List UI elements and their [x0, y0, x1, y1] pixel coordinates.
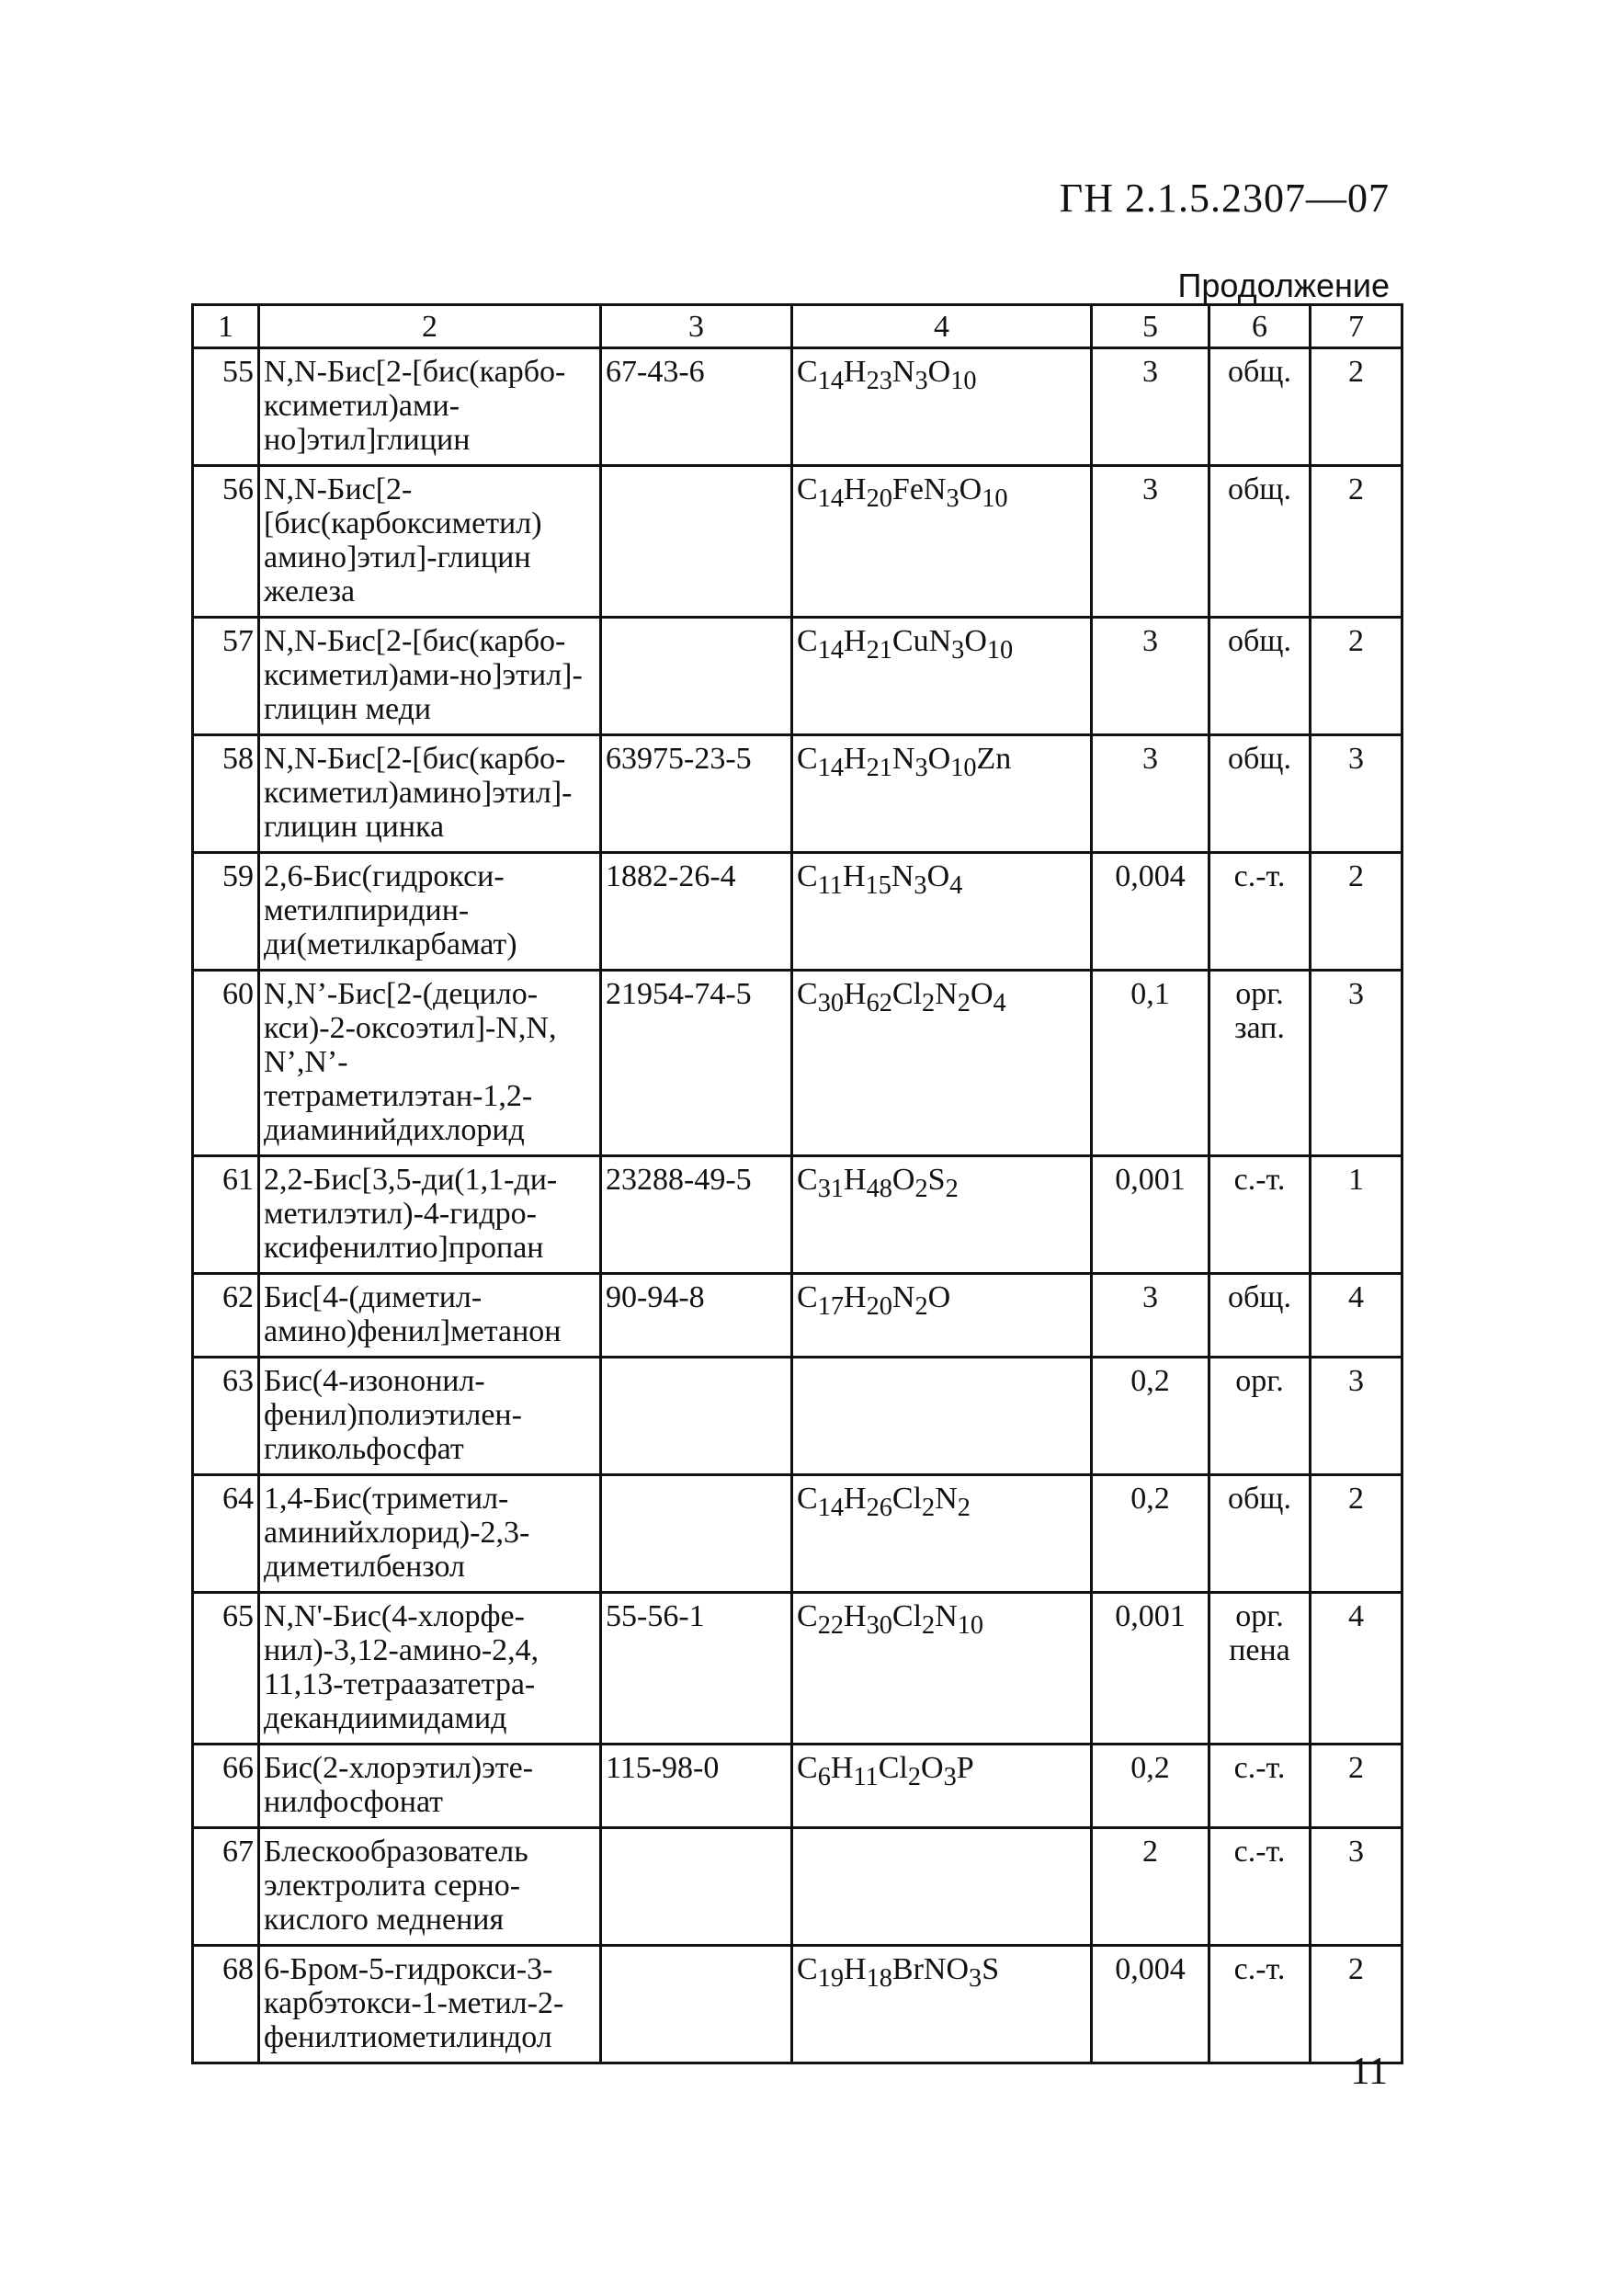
- column-header: 1: [193, 305, 259, 348]
- hazard-class-cell: 3: [1311, 735, 1402, 853]
- value-cell: 3: [1092, 1274, 1209, 1358]
- formula-cell: $C_{30}H_{62}Cl_2N_2O_4$: [792, 971, 1092, 1156]
- formula-cell: $C_{11}H_{15}N_3O_4$: [792, 853, 1092, 971]
- value-cell: 0,1: [1092, 971, 1209, 1156]
- cas-number-cell: [601, 1475, 792, 1593]
- substance-name-cell: N,N-Бис[2-[бис(карбоксиметил) амино]этил]-глицин железа: [259, 466, 601, 618]
- row-number-cell: 58: [193, 735, 259, 853]
- row-number-cell: 66: [193, 1745, 259, 1828]
- table-row: [193, 1274, 1402, 1358]
- hazard-class-cell: 4: [1311, 1274, 1402, 1358]
- column-header: 6: [1209, 305, 1311, 348]
- formula-cell: $C_{14}H_{23}N_3O_{10}$: [792, 348, 1092, 466]
- value-cell: 0,001: [1092, 1156, 1209, 1274]
- hazard-class-cell: 2: [1311, 348, 1402, 466]
- value-cell: 0,004: [1092, 853, 1209, 971]
- row-number-cell: 65: [193, 1593, 259, 1745]
- hazard-class-cell: 3: [1311, 971, 1402, 1156]
- substance-name-cell: 6-Бром-5-гидрокси-3-карбэтокси-1-метил-2-фенилтиометилиндол: [259, 1946, 601, 2063]
- continuation-label: Продолжение: [1177, 267, 1390, 304]
- value-cell: 0,2: [1092, 1745, 1209, 1828]
- row-number-cell: 68: [193, 1946, 259, 2063]
- substances-table: [191, 303, 1403, 2064]
- hazard-sign-cell: общ.: [1209, 466, 1311, 618]
- row-number-cell: 59: [193, 853, 259, 971]
- cas-number-cell: 21954-74-5: [601, 971, 792, 1156]
- hazard-sign-cell: с.-т.: [1209, 1946, 1311, 2063]
- cas-number-cell: 1882-26-4: [601, 853, 792, 971]
- formula-cell: $C_{19}H_{18}BrNO_3S$: [792, 1946, 1092, 2063]
- row-number-cell: 62: [193, 1274, 259, 1358]
- hazard-class-cell: 2: [1311, 466, 1402, 618]
- hazard-sign-cell: с.-т.: [1209, 1828, 1311, 1946]
- table-row: [193, 348, 1402, 466]
- table-row: [193, 466, 1402, 618]
- value-cell: 3: [1092, 618, 1209, 735]
- cas-number-cell: 23288-49-5: [601, 1156, 792, 1274]
- substance-name-cell: Блескообразователь электролита серно-кислого меднения: [259, 1828, 601, 1946]
- substance-name-cell: Бис(4-изононил-фенил)полиэтилен-гликольфосфат: [259, 1358, 601, 1475]
- substance-name-cell: N,N’-Бис[2-(децило-кси)-2-оксоэтил]-N,N, N’,N’-тетраметилэтан-1,2-диаминийдихлорид: [259, 971, 601, 1156]
- substance-name-cell: N,N-Бис[2-[бис(карбо-ксиметил)ами-но]этил]-глицин меди: [259, 618, 601, 735]
- cas-number-cell: 55-56-1: [601, 1593, 792, 1745]
- column-header: 4: [792, 305, 1092, 348]
- table-row: [193, 618, 1402, 735]
- hazard-sign-cell: с.-т.: [1209, 853, 1311, 971]
- hazard-class-cell: 2: [1311, 1745, 1402, 1828]
- hazard-class-cell: 2: [1311, 853, 1402, 971]
- value-cell: 2: [1092, 1828, 1209, 1946]
- cas-number-cell: 63975-23-5: [601, 735, 792, 853]
- hazard-class-cell: 3: [1311, 1828, 1402, 1946]
- table-row: [193, 1358, 1402, 1475]
- row-number-cell: 63: [193, 1358, 259, 1475]
- row-number-cell: 64: [193, 1475, 259, 1593]
- value-cell: 3: [1092, 348, 1209, 466]
- hazard-sign-cell: с.-т.: [1209, 1745, 1311, 1828]
- formula-cell: $C_{14}H_{20}FeN_3O_{10}$: [792, 466, 1092, 618]
- substance-name-cell: 1,4-Бис(триметил-аминийхлорид)-2,3-диметилбензол: [259, 1475, 601, 1593]
- cas-number-cell: [601, 1358, 792, 1475]
- table-row: [193, 853, 1402, 971]
- cas-number-cell: 90-94-8: [601, 1274, 792, 1358]
- table-row: [193, 735, 1402, 853]
- hazard-sign-cell: с.-т.: [1209, 1156, 1311, 1274]
- hazard-sign-cell: общ.: [1209, 735, 1311, 853]
- table-body: [193, 348, 1402, 2063]
- formula-cell: $C_{14}H_{26}Cl_2N_2$: [792, 1475, 1092, 1593]
- hazard-sign-cell: общ.: [1209, 348, 1311, 466]
- formula-cell: [792, 1828, 1092, 1946]
- document-code: ГН 2.1.5.2307—07: [1059, 176, 1390, 221]
- hazard-sign-cell: орг. пена: [1209, 1593, 1311, 1745]
- row-number-cell: 57: [193, 618, 259, 735]
- formula-cell: $C_{14}H_{21}CuN_3O_{10}$: [792, 618, 1092, 735]
- value-cell: 0,2: [1092, 1475, 1209, 1593]
- cas-number-cell: [601, 618, 792, 735]
- value-cell: 3: [1092, 466, 1209, 618]
- table-row: [193, 971, 1402, 1156]
- hazard-sign-cell: орг.: [1209, 1358, 1311, 1475]
- cas-number-cell: [601, 1828, 792, 1946]
- cas-number-cell: [601, 466, 792, 618]
- hazard-class-cell: 2: [1311, 618, 1402, 735]
- table-row: [193, 1156, 1402, 1274]
- column-header: 5: [1092, 305, 1209, 348]
- row-number-cell: 56: [193, 466, 259, 618]
- substance-name-cell: 2,2-Бис[3,5-ди(1,1-ди-метилэтил)-4-гидро-ксифенилтио]пропан: [259, 1156, 601, 1274]
- hazard-class-cell: 1: [1311, 1156, 1402, 1274]
- substance-name-cell: N,N-Бис[2-[бис(карбо-ксиметил)амино]этил]-глицин цинка: [259, 735, 601, 853]
- row-number-cell: 67: [193, 1828, 259, 1946]
- table-row: [193, 1828, 1402, 1946]
- table-row: [193, 1475, 1402, 1593]
- row-number-cell: 61: [193, 1156, 259, 1274]
- row-number-cell: 55: [193, 348, 259, 466]
- cas-number-cell: 115-98-0: [601, 1745, 792, 1828]
- substance-name-cell: N,N'-Бис(4-хлорфе-нил)-3,12-амино-2,4, 11,13-тетраазатетра-декандиимидамид: [259, 1593, 601, 1745]
- column-header: 7: [1311, 305, 1402, 348]
- table-header-row: [193, 305, 1402, 348]
- cas-number-cell: [601, 1946, 792, 2063]
- formula-cell: $C_6H_{11}Cl_2O_3P$: [792, 1745, 1092, 1828]
- formula-cell: [792, 1358, 1092, 1475]
- substance-name-cell: Бис(2-хлорэтил)эте-нилфосфонат: [259, 1745, 601, 1828]
- hazard-sign-cell: общ.: [1209, 1475, 1311, 1593]
- hazard-sign-cell: общ.: [1209, 618, 1311, 735]
- hazard-class-cell: 3: [1311, 1358, 1402, 1475]
- row-number-cell: 60: [193, 971, 259, 1156]
- column-header: 3: [601, 305, 792, 348]
- page-number: 11: [1350, 2051, 1388, 2093]
- formula-cell: $C_{31}H_{48}O_2S_2$: [792, 1156, 1092, 1274]
- value-cell: 0,2: [1092, 1358, 1209, 1475]
- value-cell: 0,004: [1092, 1946, 1209, 2063]
- substance-name-cell: Бис[4-(диметил-амино)фенил]метанон: [259, 1274, 601, 1358]
- substance-name-cell: N,N-Бис[2-[бис(карбо-ксиметил)ами-но]этил]глицин: [259, 348, 601, 466]
- hazard-class-cell: 4: [1311, 1593, 1402, 1745]
- formula-cell: $C_{14}H_{21}N_3O_{10}Zn$: [792, 735, 1092, 853]
- hazard-sign-cell: орг. зап.: [1209, 971, 1311, 1156]
- column-header: 2: [259, 305, 601, 348]
- table-row: [193, 1946, 1402, 2063]
- value-cell: 0,001: [1092, 1593, 1209, 1745]
- table-row: [193, 1745, 1402, 1828]
- substance-name-cell: 2,6-Бис(гидрокси-метилпиридин-ди(метилкарбамат): [259, 853, 601, 971]
- hazard-class-cell: 2: [1311, 1946, 1402, 2063]
- value-cell: 3: [1092, 735, 1209, 853]
- hazard-class-cell: 2: [1311, 1475, 1402, 1593]
- table-row: [193, 1593, 1402, 1745]
- formula-cell: $C_{22}H_{30}Cl_2N_{10}$: [792, 1593, 1092, 1745]
- formula-cell: $C_{17}H_{20}N_2O$: [792, 1274, 1092, 1358]
- hazard-sign-cell: общ.: [1209, 1274, 1311, 1358]
- cas-number-cell: 67-43-6: [601, 348, 792, 466]
